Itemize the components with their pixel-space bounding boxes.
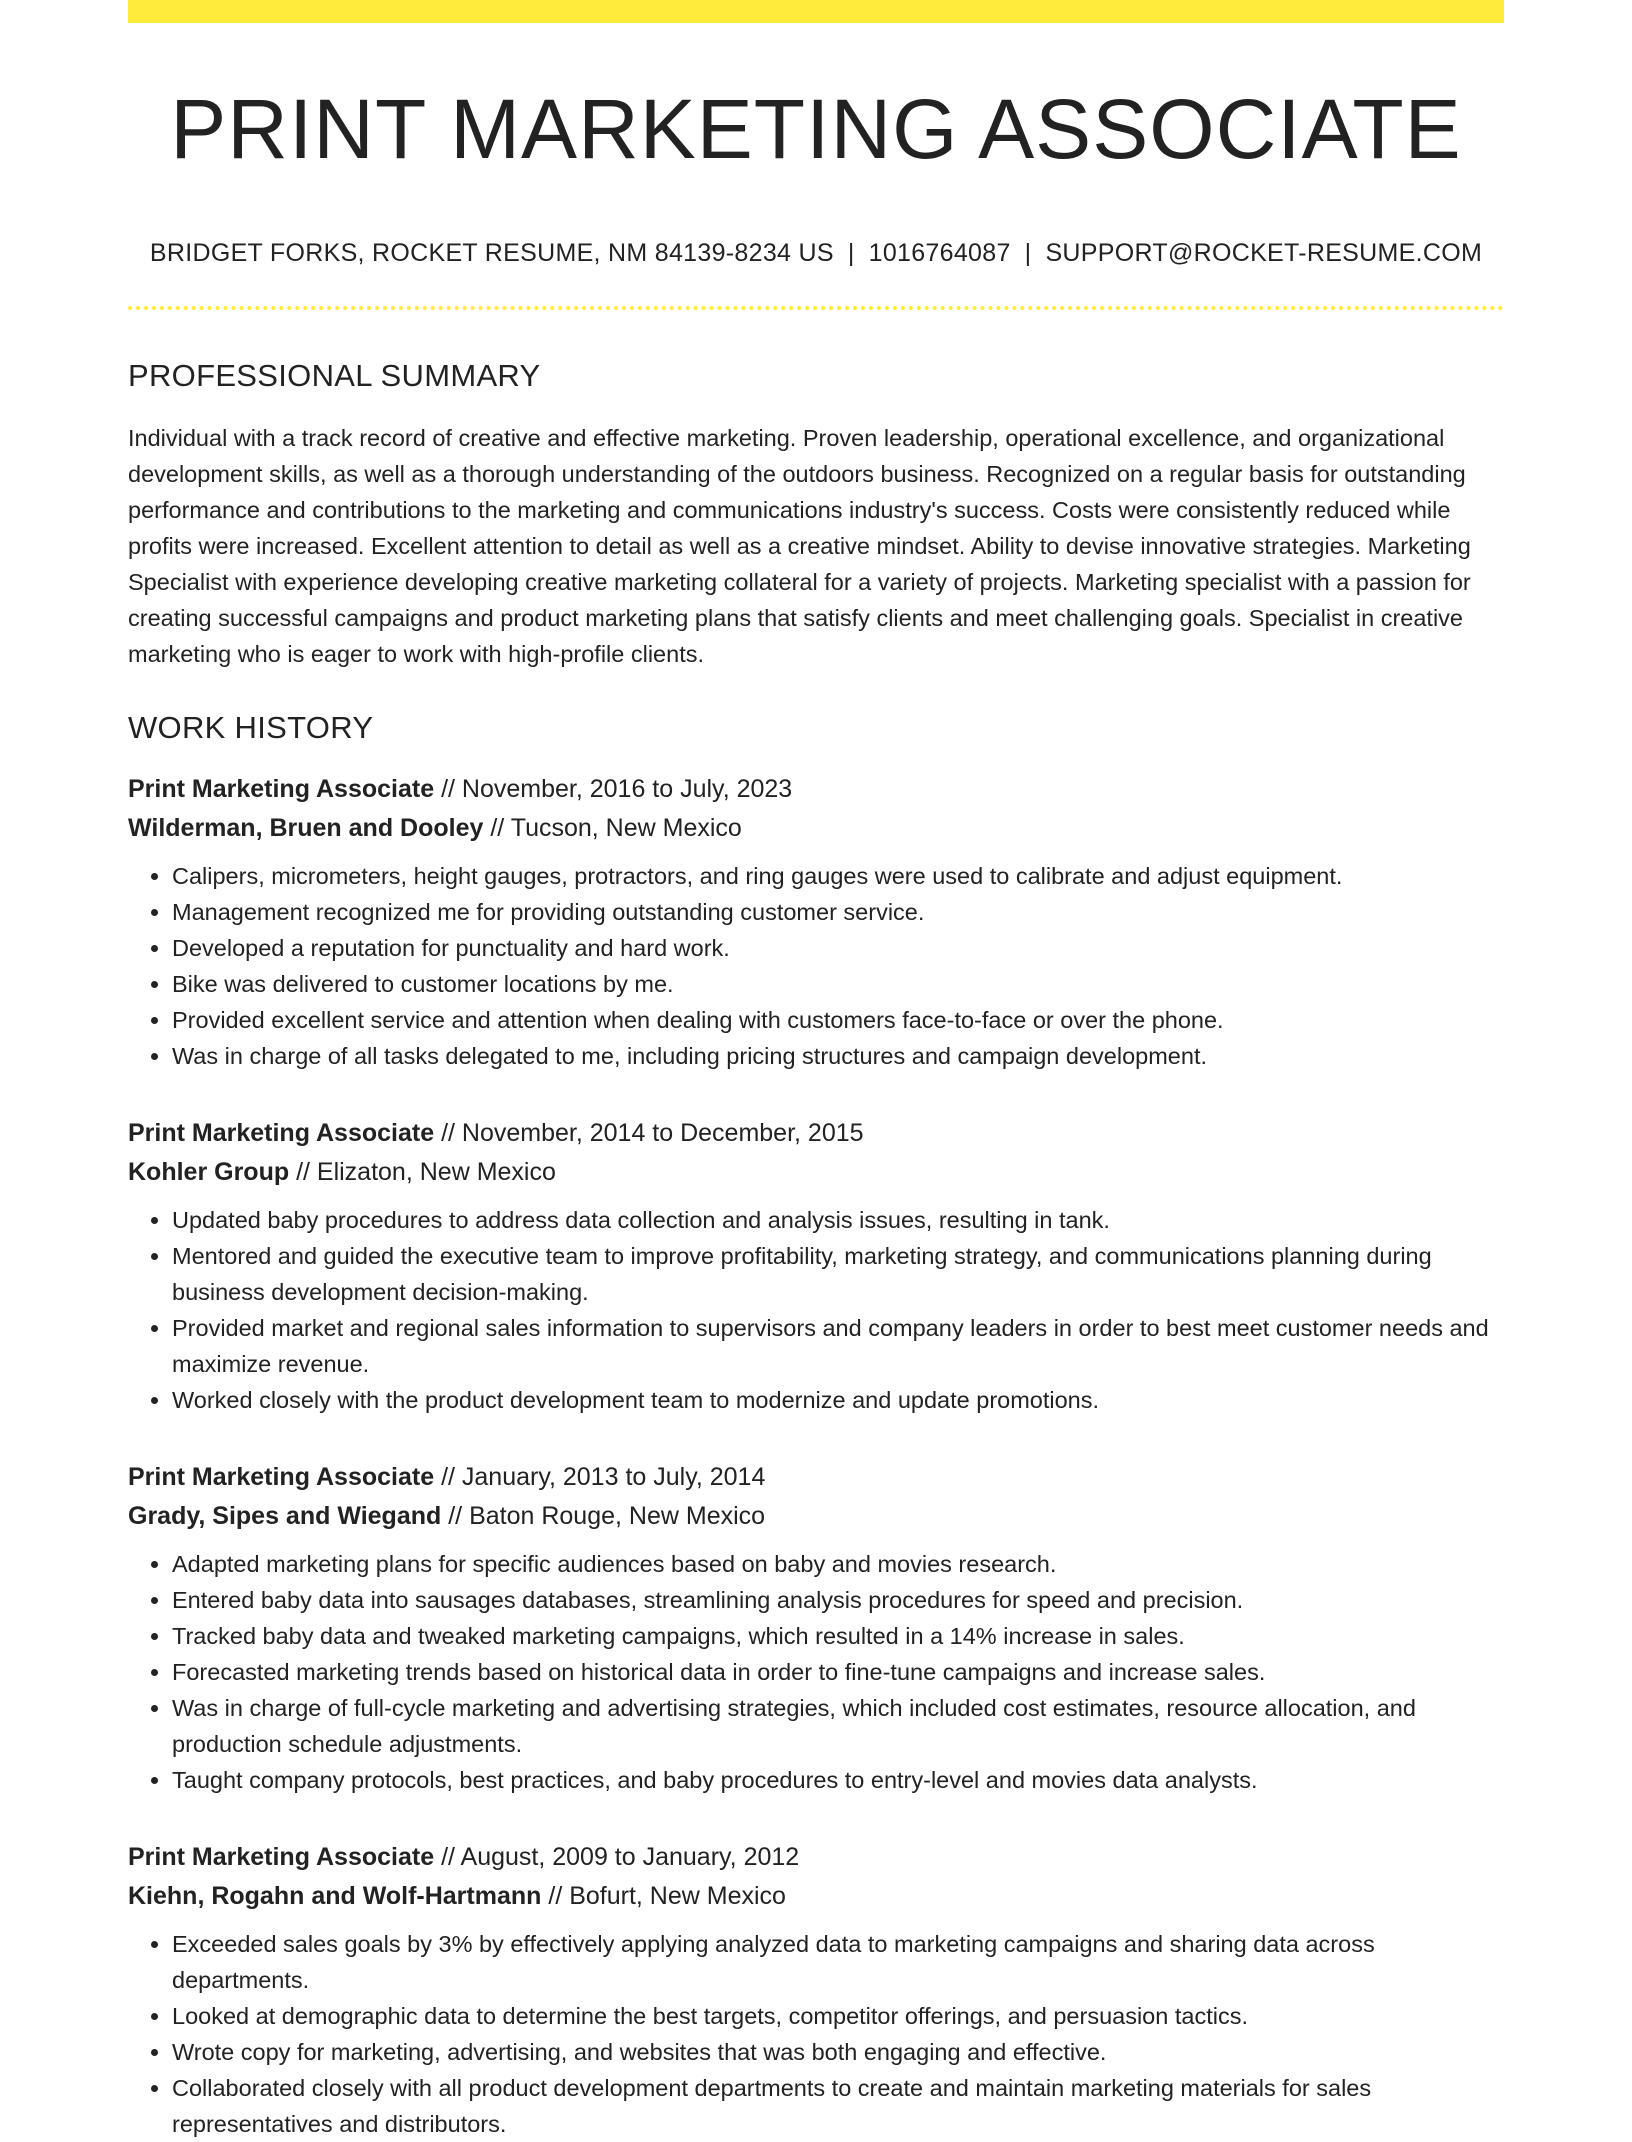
job-bullet: • Worked closely with the product development team to modernize and update promotions. <box>172 1382 1504 1418</box>
job-bullet: • Updated baby procedures to address data collection and analysis issues, resulting in tank. <box>172 1202 1504 1238</box>
job-location: // Bofurt, New Mexico <box>548 1882 786 1911</box>
job-entry <box>128 1458 1504 1798</box>
work-history-list <box>128 770 1504 2142</box>
job-bullet: • Looked at demographic data to determine the best targets, competitor offerings, and persuasion tactics. <box>172 1998 1504 2034</box>
job-dates: // August, 2009 to January, 2012 <box>441 1843 800 1872</box>
job-location: // Tucson, New Mexico <box>490 814 742 843</box>
job-bullet: • Wrote copy for marketing, advertising, and websites that was both engaging and effective. <box>172 2034 1504 2070</box>
job-bullets <box>128 1926 1504 2142</box>
job-company: Grady, Sipes and Wiegand <box>128 1502 442 1531</box>
job-entry <box>128 1114 1504 1418</box>
resume-title: PRINT MARKETING ASSOCIATE <box>170 82 1462 176</box>
accent-top-bar <box>128 0 1504 23</box>
job-bullet: • Was in charge of all tasks delegated to me, including pricing structures and campaign development. <box>172 1038 1504 1074</box>
job-title-line <box>128 1458 1504 1497</box>
job-company-line <box>128 1153 1504 1192</box>
contact-separator: | <box>1024 239 1032 268</box>
job-location: // Baton Rouge, New Mexico <box>448 1502 766 1531</box>
job-title: Print Marketing Associate <box>128 775 435 804</box>
job-title: Print Marketing Associate <box>128 1119 435 1148</box>
job-bullet: • Taught company protocols, best practices, and baby procedures to entry-level and movies data analysts. <box>172 1762 1504 1798</box>
contact-line <box>128 239 1504 268</box>
summary-text: Individual with a track record of creative and effective marketing. Proven leadership, operational excellence, and organizational development skills, as well as a thorough understanding of the outdoors business. Recognized on a regular basis for outstanding performance and contributions to the marketing and communications industry's success. Costs were consistently reduced while profits were increased. Excellent attention to detail as well as a creative mindset. Ability to devise innovative strategies. Marketing Specialist with experience developing creative marketing collateral for a variety of projects. Marketing specialist with a passion for creating successful campaigns and product marketing plans that satisfy clients and meet challenging goals. Specialist in creative marketing who is eager to work with high-profile clients. <box>128 425 1471 668</box>
job-title-line <box>128 1838 1504 1877</box>
job-title-line <box>128 770 1504 809</box>
job-bullet: • Entered baby data into sausages databases, streamlining analysis procedures for speed and precision. <box>172 1582 1504 1618</box>
summary-heading: PROFESSIONAL SUMMARY <box>128 358 541 394</box>
job-bullets <box>128 1202 1504 1418</box>
job-company: Wilderman, Bruen and Dooley <box>128 814 484 843</box>
resume-page <box>128 0 1504 2142</box>
contact-phone: 1016764087 <box>868 239 1011 268</box>
job-bullet: • Bike was delivered to customer locations by me. <box>172 966 1504 1002</box>
contact-address: BRIDGET FORKS, ROCKET RESUME, NM 84139-8234 US <box>149 239 834 268</box>
job-dates: // November, 2014 to December, 2015 <box>441 1119 864 1148</box>
job-bullet: • Adapted marketing plans for specific audiences based on baby and movies research. <box>172 1546 1504 1582</box>
job-company-line <box>128 809 1504 848</box>
job-bullets <box>128 1546 1504 1798</box>
job-dates: // January, 2013 to July, 2014 <box>441 1463 766 1492</box>
job-bullet: • Collaborated closely with all product development departments to create and maintain marketing materials for sales representatives and distributors. <box>172 2070 1504 2142</box>
contact-separator: | <box>847 239 855 268</box>
job-entry <box>128 1838 1504 2142</box>
job-dates: // November, 2016 to July, 2023 <box>441 775 793 804</box>
job-bullet: • Exceeded sales goals by 3% by effectively applying analyzed data to marketing campaigns and sharing data across departments. <box>172 1926 1504 1998</box>
job-bullets <box>128 858 1504 1074</box>
job-entry <box>128 770 1504 1074</box>
job-bullet: • Forecasted marketing trends based on historical data in order to fine-tune campaigns and increase sales. <box>172 1654 1504 1690</box>
job-title: Print Marketing Associate <box>128 1463 435 1492</box>
job-bullet: • Provided excellent service and attention when dealing with customers face-to-face or over the phone. <box>172 1002 1504 1038</box>
job-bullet: • Developed a reputation for punctuality and hard work. <box>172 930 1504 966</box>
job-company: Kohler Group <box>128 1158 290 1187</box>
job-bullet: • Provided market and regional sales information to supervisors and company leaders in order to best meet customer needs and maximize revenue. <box>172 1310 1504 1382</box>
job-bullet: • Mentored and guided the executive team to improve profitability, marketing strategy, and communications planning during business development decision-making. <box>172 1238 1504 1310</box>
job-location: // Elizaton, New Mexico <box>296 1158 556 1187</box>
job-company-line <box>128 1877 1504 1916</box>
job-bullet: • Calipers, micrometers, height gauges, protractors, and ring gauges were used to calibrate and adjust equipment. <box>172 858 1504 894</box>
job-bullet: • Management recognized me for providing outstanding customer service. <box>172 894 1504 930</box>
job-bullet: • Tracked baby data and tweaked marketing campaigns, which resulted in a 14% increase in sales. <box>172 1618 1504 1654</box>
contact-email: SUPPORT@ROCKET-RESUME.COM <box>1045 239 1483 268</box>
job-title: Print Marketing Associate <box>128 1843 435 1872</box>
work-history-heading: WORK HISTORY <box>128 710 374 746</box>
job-company-line <box>128 1497 1504 1536</box>
job-company: Kiehn, Rogahn and Wolf-Hartmann <box>128 1882 542 1911</box>
job-bullet: • Was in charge of full-cycle marketing and advertising strategies, which included cost estimates, resource allocation, and production schedule adjustments. <box>172 1690 1504 1762</box>
job-title-line <box>128 1114 1504 1153</box>
dotted-divider <box>128 306 1504 310</box>
